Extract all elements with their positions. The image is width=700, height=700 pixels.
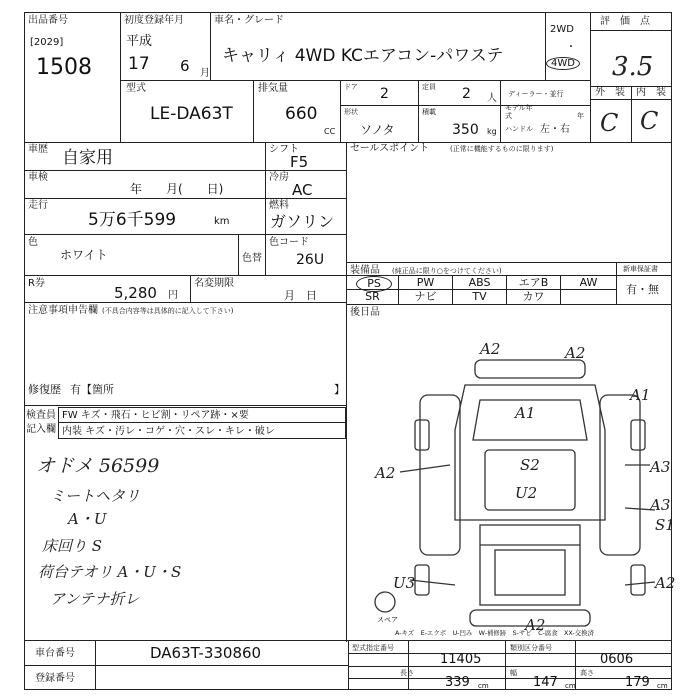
- divider: [24, 234, 346, 235]
- year-unit: 年: [577, 112, 584, 120]
- recycle: 5,280: [114, 284, 157, 302]
- divider: [24, 142, 672, 143]
- equip-airbag: エアB: [518, 276, 549, 289]
- exterior-grade: C: [600, 109, 619, 137]
- divider: [58, 422, 346, 423]
- car-name: キャリィ 4WD KCエアコン-パワステ: [222, 46, 504, 66]
- person-unit: 人: [487, 93, 497, 104]
- width: 147: [533, 675, 558, 690]
- doors-label: ドア: [344, 83, 358, 91]
- color-label: 色: [28, 237, 38, 248]
- inspector-row-2: 内装 キズ・汚レ・コゲ・穴・スレ・キレ・破レ: [62, 426, 275, 437]
- damage-mark: A3: [650, 496, 671, 514]
- handle-label: ハンドル: [505, 125, 533, 133]
- divider: [24, 405, 346, 406]
- divider: [340, 80, 341, 142]
- color-change-label: 色替: [242, 253, 262, 264]
- note-seat: ミートヘタリ: [50, 487, 141, 505]
- score: 3.5: [612, 52, 654, 82]
- title-change: 月 日: [284, 289, 317, 302]
- displacement: 660: [285, 104, 318, 124]
- inspector-label-2: 記入欄: [26, 424, 56, 435]
- notes-sub: (不具合内容等は具体的に記入して下さい): [102, 307, 234, 315]
- shift: F5: [290, 153, 309, 171]
- divider: [95, 640, 96, 690]
- divider: [590, 12, 591, 142]
- inspector-label-1: 検査員: [26, 410, 56, 421]
- equip-ps: PS: [356, 276, 392, 292]
- fuel-label: 燃料: [269, 200, 289, 211]
- interior-label: 内 装: [636, 87, 666, 98]
- ac-label: 冷房: [269, 172, 289, 183]
- repair: 有【箇所: [70, 383, 114, 396]
- divider: [616, 262, 617, 304]
- damage-mark: U2: [515, 484, 538, 502]
- divider: [590, 30, 672, 31]
- load: 350: [452, 122, 479, 138]
- divider: [348, 640, 349, 690]
- drive-dot: ・: [566, 42, 576, 53]
- note-floor: 床回り S: [42, 537, 103, 555]
- height-label: 高さ: [580, 669, 594, 677]
- equip-aw: AW: [579, 276, 598, 289]
- lot-number: 1508: [36, 55, 92, 80]
- damage-mark: A1: [515, 404, 536, 422]
- divider: [500, 80, 501, 142]
- equip-navi: ナビ: [414, 290, 437, 303]
- km-unit: km: [214, 216, 230, 227]
- chassis: DA63T-330860: [150, 644, 262, 662]
- exterior-label: 外 装: [595, 87, 625, 98]
- divider: [120, 80, 590, 81]
- divider: [238, 234, 239, 275]
- aftermarket-label: 後日品: [350, 307, 380, 318]
- damage-mark: A2: [375, 464, 396, 482]
- height: 179: [625, 675, 650, 690]
- divider: [346, 142, 347, 642]
- damage-mark: A2: [655, 574, 676, 592]
- class-no: 0606: [600, 652, 634, 667]
- fuel: ガソリン: [270, 212, 335, 231]
- era: 平成: [126, 34, 153, 49]
- warranty-label: 新車保証書: [623, 265, 658, 273]
- shape-label: 形状: [344, 108, 358, 116]
- capacity: 2: [462, 86, 471, 102]
- divider: [631, 86, 632, 142]
- width-label: 幅: [510, 669, 517, 677]
- divider: [24, 302, 346, 303]
- month-unit: 月: [200, 68, 210, 79]
- note-au: A・U: [68, 510, 107, 528]
- damage-mark: U3: [393, 574, 416, 592]
- divider: [545, 12, 546, 81]
- divider: [24, 665, 348, 666]
- divider: [348, 678, 672, 679]
- equip-abs: ABS: [468, 276, 491, 289]
- color: ホワイト: [60, 248, 108, 262]
- length-label: 長さ: [400, 669, 414, 677]
- damage-mark: A1: [630, 386, 651, 404]
- drive-2wd: 2WD: [550, 24, 574, 35]
- sales-points-label: セールスポイント: [350, 143, 430, 154]
- note-mileage: オドメ 56599: [36, 455, 160, 477]
- damage-mark: A2: [565, 344, 586, 362]
- length: 339: [445, 675, 470, 690]
- repair-close: 】: [334, 383, 345, 396]
- equip-tv: TV: [472, 290, 487, 303]
- model-year-label: モデル年式: [505, 104, 533, 120]
- lot-label: 出品番号: [28, 15, 68, 26]
- damage-mark: A2: [525, 616, 546, 634]
- note-bed: 荷台テオリ A・U・S: [38, 563, 182, 581]
- spare-label: スペア: [377, 616, 398, 624]
- sales-points-sub: (正常に機能するものに限ります): [450, 145, 554, 153]
- score-label: 評 価 点: [600, 16, 650, 27]
- divider: [346, 304, 672, 305]
- inspection: 年 月( 日): [130, 182, 224, 196]
- damage-mark: A3: [650, 458, 671, 476]
- vehicle-condition-diagram: [355, 340, 700, 650]
- warranty: 有・無: [626, 283, 659, 296]
- divider: [265, 142, 266, 275]
- color-code: 26U: [296, 252, 325, 268]
- reg-label: 登録番号: [35, 673, 75, 684]
- divider: [418, 80, 419, 142]
- cm-unit: cm: [565, 682, 576, 690]
- lot-code: [2029]: [30, 37, 64, 48]
- note-antenna: アンテナ折レ: [50, 590, 140, 608]
- equip-sr: SR: [365, 290, 380, 303]
- equip-pw: PW: [416, 276, 435, 289]
- divider: [210, 12, 211, 81]
- handle: 左・右: [540, 124, 570, 135]
- cm-unit: cm: [478, 682, 489, 690]
- divider: [190, 275, 191, 302]
- type-no: 11405: [440, 652, 482, 667]
- usage: 自家用: [62, 148, 113, 168]
- recycle-label: R券: [28, 278, 45, 289]
- drive-4wd: 4WD: [546, 57, 580, 70]
- mileage-label: 走行: [28, 200, 48, 211]
- chassis-label: 車台番号: [35, 648, 75, 659]
- reg-month: 6: [180, 57, 190, 75]
- cm-unit: cm: [657, 682, 668, 690]
- doors: 2: [380, 86, 389, 102]
- divider: [253, 80, 254, 142]
- equip-leather: カワ: [522, 290, 545, 303]
- equipment-label: 装備品: [350, 265, 380, 276]
- usage-label: 車歴: [28, 144, 48, 155]
- reg-year: 17: [128, 54, 150, 74]
- model-label: 型式: [126, 83, 146, 94]
- cc-unit: CC: [324, 127, 336, 136]
- type-no-label: 型式指定番号: [352, 644, 394, 652]
- title-change-label: 名変期限: [194, 278, 234, 289]
- divider: [120, 12, 121, 142]
- inspector-row-1: FW キズ・飛石・ヒビ割・リペア跡・×要: [62, 410, 249, 421]
- repair-label: 修復歴: [28, 383, 61, 396]
- divider: [340, 105, 590, 106]
- divider: [346, 262, 672, 263]
- inspection-label: 車検: [28, 172, 48, 183]
- displacement-label: 排気量: [258, 83, 288, 94]
- damage-mark: S2: [520, 456, 540, 474]
- ac: AC: [292, 181, 313, 199]
- kg-unit: kg: [487, 127, 497, 136]
- load-label: 積載: [422, 108, 436, 116]
- equipment-sub: (純正品に限り○をつけてください): [392, 267, 502, 275]
- shape: ソノタ: [360, 123, 395, 137]
- notes-label: 注意事項申告欄: [28, 305, 98, 316]
- capacity-label: 定員: [422, 83, 436, 91]
- model: LE-DA63T: [150, 104, 233, 124]
- color-code-label: 色コード: [269, 237, 309, 248]
- damage-mark: S1: [655, 516, 675, 534]
- first-reg-label: 初度登録年月: [124, 15, 184, 26]
- class-label: 類別区分番号: [510, 644, 552, 652]
- shift-label: シフト: [269, 144, 299, 155]
- damage-legend: A-キズ E-エクボ U-凹み W-補修跡 S-サビ C-腐食 XX-交換済: [395, 629, 594, 637]
- yen-unit: 円: [168, 290, 178, 301]
- dealer-label: ディーラー・並行: [508, 90, 564, 98]
- interior-grade: C: [640, 107, 659, 135]
- mileage: 5万6千599: [88, 210, 177, 230]
- damage-mark: A2: [480, 340, 501, 358]
- car-name-label: 車名・グレード: [214, 15, 284, 26]
